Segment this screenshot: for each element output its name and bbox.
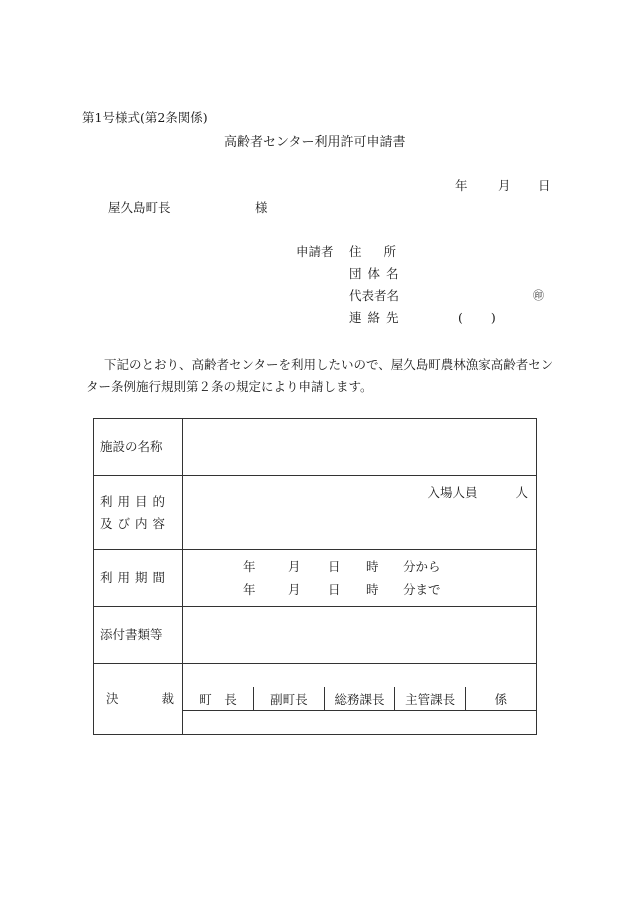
period-from-year: 年	[243, 559, 256, 574]
period-field[interactable]	[183, 550, 537, 607]
approval-row	[94, 664, 537, 735]
period-to-hour: 時	[366, 582, 379, 597]
representative-label: 代表者名	[349, 288, 400, 303]
attachments-label: 添付書類等	[94, 607, 183, 664]
approval-col-staff: 係	[465, 687, 536, 711]
approval-header-row	[183, 687, 536, 711]
address-label: 住所	[349, 244, 419, 259]
purpose-label-line2: 及び内容	[100, 515, 171, 531]
approval-grid	[183, 687, 536, 712]
stamp-box-mayor[interactable]	[183, 711, 254, 712]
period-label: 利用期間	[94, 550, 183, 607]
period-from-line	[243, 555, 536, 578]
form-number: 第1号様式(第2条関係)	[82, 110, 208, 125]
intro-paragraph: 下記のとおり、高齢者センターを利用したいので、屋久島町農林漁家高齢者センター条例施行規則第２条の規定により申請します。	[86, 357, 554, 394]
date-day-label: 日	[538, 178, 551, 193]
approval-label-left: 決	[106, 691, 119, 706]
period-from-month: 月	[288, 559, 301, 574]
period-to-minute: 分まで	[403, 582, 441, 597]
stamp-box-general-affairs[interactable]	[324, 711, 395, 712]
approval-col-general-affairs: 総務課長	[324, 687, 395, 711]
period-to-line	[243, 578, 536, 601]
period-to-month: 月	[288, 582, 301, 597]
period-from-hour: 時	[366, 559, 379, 574]
stamp-box-deputy-mayor[interactable]	[254, 711, 325, 712]
addressee-name: 屋久島町長	[108, 200, 171, 215]
approval-col-supervising: 主管課長	[395, 687, 466, 711]
period-to-year: 年	[243, 582, 256, 597]
approval-label-right: 裁	[161, 691, 174, 706]
attendees-unit: 人	[515, 485, 528, 500]
approval-col-mayor: 町 長	[183, 687, 254, 711]
period-from-day: 日	[328, 559, 341, 574]
seal-mark: ㊞	[533, 289, 544, 302]
organization-label: 団体名	[349, 266, 405, 281]
approval-label-text	[100, 688, 182, 710]
facility-row	[94, 419, 537, 476]
attendees-area	[427, 483, 528, 501]
date-month-label: 月	[498, 178, 511, 193]
facility-name-field[interactable]	[183, 419, 537, 476]
purpose-row	[94, 476, 537, 550]
applicant-label: 申請者	[296, 244, 334, 259]
attachments-row	[94, 607, 537, 664]
approval-label	[94, 664, 183, 735]
attachments-field[interactable]	[183, 607, 537, 664]
approval-col-deputy-mayor: 副町長	[254, 687, 325, 711]
period-row	[94, 550, 537, 607]
period-from-minute: 分から	[403, 559, 441, 574]
contact-label: 連絡先	[349, 310, 405, 325]
purpose-field[interactable]	[183, 476, 537, 550]
period-to-day: 日	[328, 582, 341, 597]
purpose-label-line1: 利用目的	[100, 493, 171, 509]
stamp-box-staff[interactable]	[465, 711, 536, 712]
date-year-label: 年	[455, 178, 468, 193]
approval-grid-cell	[183, 664, 537, 735]
contact-parentheses: ( )	[458, 310, 508, 325]
application-table	[93, 418, 537, 735]
facility-name-label: 施設の名称	[94, 419, 183, 476]
approval-stamp-row	[183, 711, 536, 712]
document-title: 高齢者センター利用許可申請書	[224, 135, 406, 150]
stamp-box-supervising[interactable]	[395, 711, 466, 712]
purpose-label	[94, 476, 183, 550]
attendees-label: 入場人員	[427, 485, 478, 500]
addressee-honorific: 様	[255, 200, 268, 215]
